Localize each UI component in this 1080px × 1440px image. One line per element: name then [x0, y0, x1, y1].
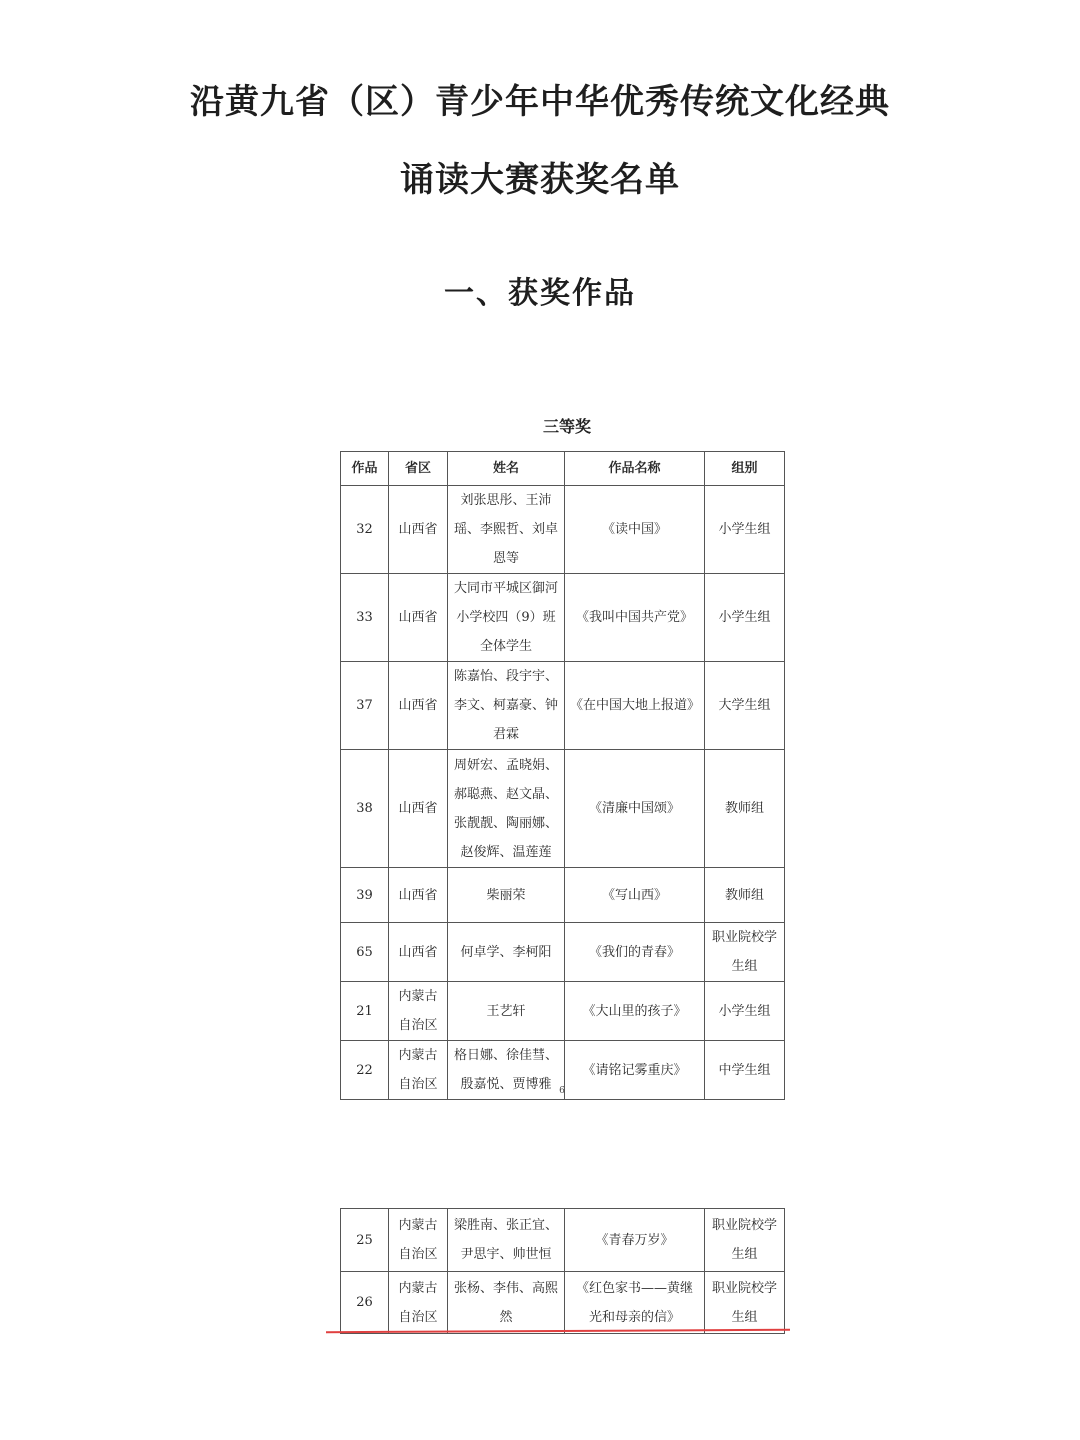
cell-names: 周妍宏、孟晓娟、郝聪燕、赵文晶、张靓靓、陶丽娜、赵俊辉、温莲莲: [448, 750, 565, 868]
cell-names: 刘张思彤、王沛瑶、李熙哲、刘卓恩等: [448, 486, 565, 574]
cell-work-title: 《红色家书——黄继光和母亲的信》: [565, 1272, 705, 1334]
cell-province: 内蒙古自治区: [389, 1041, 448, 1100]
header-province: 省区: [389, 452, 448, 486]
cell-work-no: 33: [341, 574, 389, 662]
cell-group: 中学生组: [705, 1041, 785, 1100]
cell-work-title: 《清廉中国颂》: [565, 750, 705, 868]
document-title-line2: 诵读大赛获奖名单: [400, 160, 680, 200]
document-title-line1: 沿黄九省（区）青少年中华优秀传统文化经典: [190, 82, 890, 122]
cell-group: 小学生组: [705, 982, 785, 1041]
cell-province: 内蒙古自治区: [389, 1209, 448, 1272]
cell-work-no: 39: [341, 868, 389, 923]
cell-names: 何卓学、李柯阳: [448, 923, 565, 982]
cell-work-title: 《写山西》: [565, 868, 705, 923]
awards-table: [340, 451, 785, 1100]
cell-work-title: 《我们的青春》: [565, 923, 705, 982]
cell-names: 格日娜、徐佳彗、殷嘉悦、贾博雅: [448, 1041, 565, 1100]
cell-province: 内蒙古自治区: [389, 1272, 448, 1334]
page-number: 6: [559, 1086, 565, 1096]
cell-names: 张杨、李伟、高熙然: [448, 1272, 565, 1334]
cell-work-no: 22: [341, 1041, 389, 1100]
table-row: [341, 662, 785, 750]
cell-work-no: 65: [341, 923, 389, 982]
cell-work-no: 37: [341, 662, 389, 750]
cell-work-no: 21: [341, 982, 389, 1041]
cell-province: 山西省: [389, 486, 448, 574]
cell-group: 教师组: [705, 750, 785, 868]
header-work-no: 作品: [341, 452, 389, 486]
award-level-caption: 三等奖: [542, 417, 591, 436]
header-names: 姓名: [448, 452, 565, 486]
table-row: [341, 1209, 785, 1272]
cell-province: 山西省: [389, 662, 448, 750]
table-row: [341, 574, 785, 662]
cell-names: 梁胜南、张正宜、尹思宇、帅世恒: [448, 1209, 565, 1272]
cell-province: 山西省: [389, 574, 448, 662]
cell-work-title: 《请铭记雾重庆》: [565, 1041, 705, 1100]
table-row: [341, 923, 785, 982]
cell-group: 职业院校学生组: [705, 923, 785, 982]
cell-work-no: 25: [341, 1209, 389, 1272]
cell-work-no: 26: [341, 1272, 389, 1334]
cell-names: 王艺轩: [448, 982, 565, 1041]
cell-work-no: 32: [341, 486, 389, 574]
cell-group: 职业院校学生组: [705, 1272, 785, 1334]
cell-work-title: 《大山里的孩子》: [565, 982, 705, 1041]
cell-province: 山西省: [389, 868, 448, 923]
cell-group: 小学生组: [705, 486, 785, 574]
cell-work-title: 《读中国》: [565, 486, 705, 574]
cell-group: 教师组: [705, 868, 785, 923]
cell-work-title: 《青春万岁》: [565, 1209, 705, 1272]
table-row: [341, 1272, 785, 1334]
cell-group: 大学生组: [705, 662, 785, 750]
cell-names: 大同市平城区御河小学校四（9）班全体学生: [448, 574, 565, 662]
table-row: [341, 486, 785, 574]
table-row: [341, 982, 785, 1041]
cell-group: 职业院校学生组: [705, 1209, 785, 1272]
header-work-title: 作品名称: [565, 452, 705, 486]
table-row: [341, 750, 785, 868]
header-group: 组别: [705, 452, 785, 486]
cell-work-title: 《我叫中国共产党》: [565, 574, 705, 662]
cell-work-title: 《在中国大地上报道》: [565, 662, 705, 750]
cell-province: 山西省: [389, 750, 448, 868]
cell-province: 内蒙古自治区: [389, 982, 448, 1041]
cell-group: 小学生组: [705, 574, 785, 662]
cell-work-no: 38: [341, 750, 389, 868]
cell-names: 柴丽荣: [448, 868, 565, 923]
cell-province: 山西省: [389, 923, 448, 982]
cell-names: 陈嘉怡、段宇宇、李文、柯嘉豪、钟君霖: [448, 662, 565, 750]
awards-table-continued: [340, 1208, 785, 1334]
table-header-row: [341, 452, 785, 486]
section-heading: 一、获奖作品: [444, 276, 636, 311]
table-row: [341, 868, 785, 923]
